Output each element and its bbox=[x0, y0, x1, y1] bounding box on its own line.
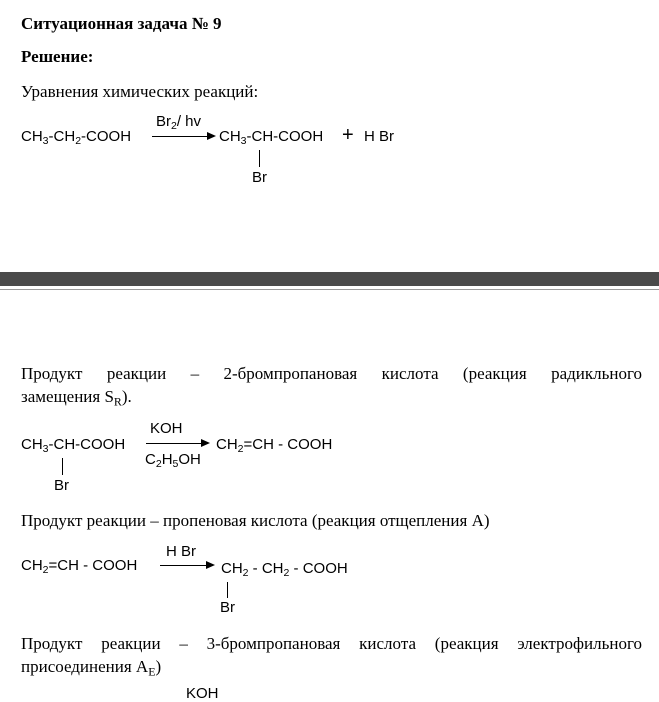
reaction2-reactant: $CH_3-CH$-COOH bbox=[21, 436, 126, 456]
reaction2-substituent: Br bbox=[54, 477, 69, 494]
task-heading: Ситуационная задача № 9 bbox=[21, 14, 222, 33]
paragraph1-line1: Продукт реакции – 2-бромпропановая кислота (реакция радикльного bbox=[21, 364, 642, 383]
page-break-line bbox=[0, 289, 659, 290]
reaction1-bond bbox=[259, 150, 260, 167]
reaction1-arrow bbox=[152, 136, 214, 137]
reaction1-condition: $Br_2/$ hv bbox=[156, 113, 202, 133]
reaction1-substituent: Br bbox=[252, 169, 267, 186]
reaction2-arrow bbox=[146, 443, 208, 444]
reaction3-reagent: H Br bbox=[166, 543, 196, 560]
reaction2-reagent-top: KOH bbox=[150, 420, 183, 437]
paragraph3-line2: присоединения $A_E$) bbox=[21, 657, 162, 679]
reaction1-plus: + bbox=[342, 124, 354, 146]
reaction2-reagent-bottom: $C_2H_5OH$ bbox=[145, 451, 201, 471]
solution-label: Решение: bbox=[21, 47, 94, 66]
reaction2-product: $CH_2=CH$ - COOH bbox=[216, 436, 333, 456]
reaction3-product: $CH_2 - CH_2$ - COOH bbox=[221, 560, 348, 580]
paragraph1-line2: замещения $S_R$). bbox=[21, 387, 132, 409]
page-break-bar bbox=[0, 272, 659, 286]
reaction3-substituent: Br bbox=[220, 599, 235, 616]
reaction3-bond bbox=[227, 582, 228, 598]
reaction3-arrow bbox=[160, 565, 213, 566]
reaction4-reagent-partial: KOH bbox=[186, 685, 219, 702]
paragraph3-line1: Продукт реакции – 3-бромпропановая кислота (реакция электрофильного bbox=[21, 634, 642, 653]
paragraph2: Продукт реакции – пропеновая кислота (реакция отщепления А) bbox=[21, 511, 490, 530]
reaction1-reactant: $CH_3-CH_2$-COOH bbox=[21, 128, 132, 148]
reaction3-reactant: $CH_2=CH$ - COOH bbox=[21, 557, 138, 577]
reaction1-byproduct: H Br bbox=[364, 128, 394, 145]
reaction2-bond bbox=[62, 458, 63, 475]
reaction1-product: $CH_3-CH$-COOH bbox=[219, 128, 324, 148]
equations-intro: Уравнения химических реакций: bbox=[21, 82, 259, 101]
